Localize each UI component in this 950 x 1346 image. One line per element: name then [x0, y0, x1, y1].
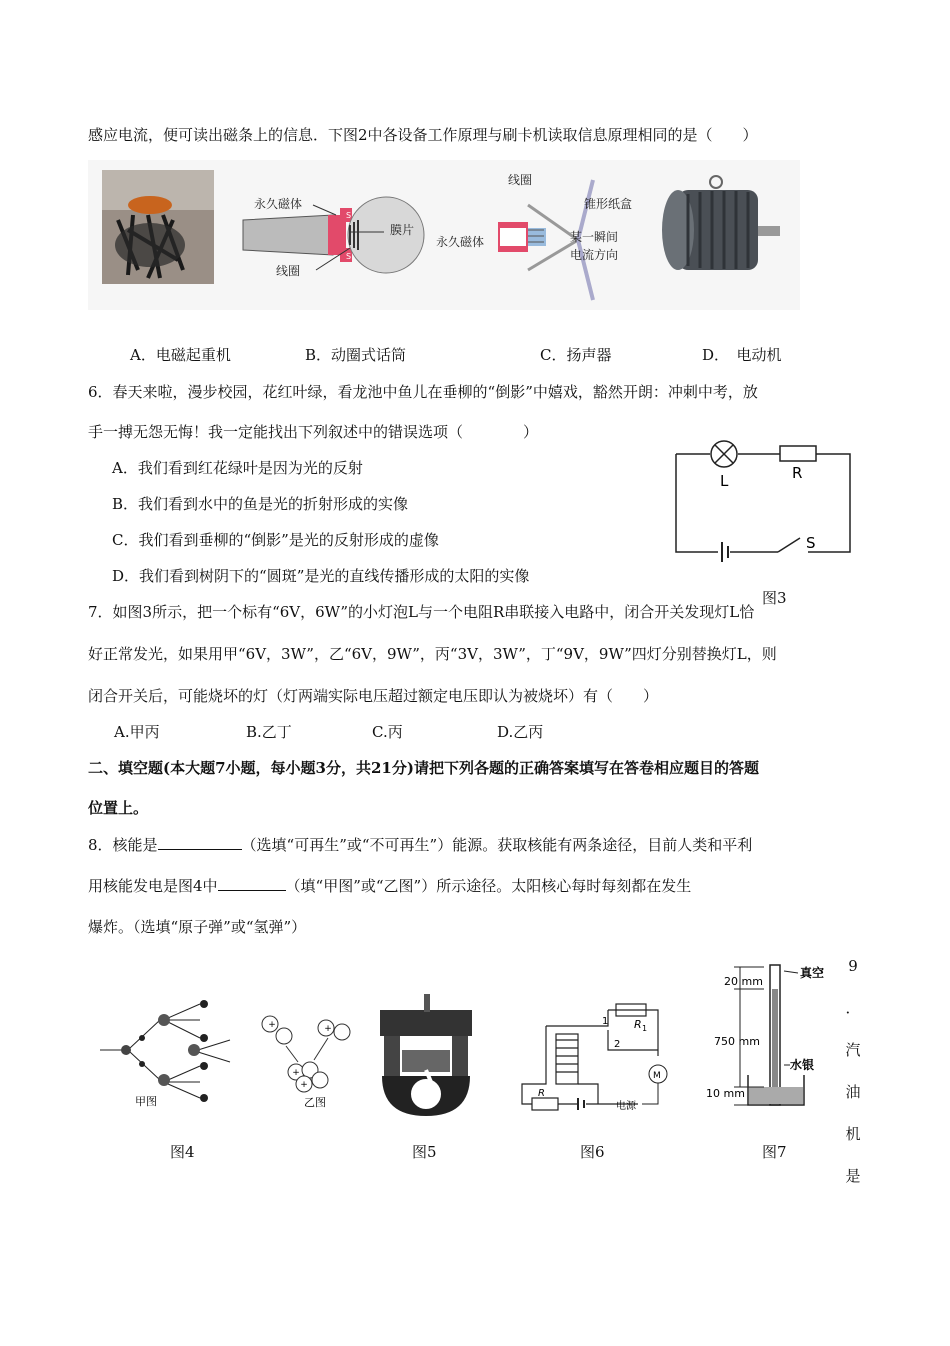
q8-blank-1[interactable] — [158, 835, 242, 850]
q8-line1-start: 8．核能是 — [88, 836, 158, 854]
figure-5-caption: 图5 — [412, 1143, 437, 1161]
figure-3-caption: 图3 — [762, 589, 787, 607]
svg-text:电流方向: 电流方向 — [570, 248, 619, 262]
svg-text:1: 1 — [602, 1016, 609, 1027]
q7-option-c: C.丙 — [372, 723, 403, 741]
q8-blank-2[interactable] — [218, 876, 286, 891]
svg-text:R: R — [634, 1018, 642, 1031]
q8-line3: 爆炸。（选填“原子弹”或“氢弹”） — [88, 918, 307, 936]
svg-text:锥形纸盒: 锥形纸盒 — [584, 197, 633, 211]
svg-text:R: R — [792, 464, 803, 482]
q8-line2-end: （填“甲图”或“乙图”）所示途径。太阳核心每时每刻都在发生 — [285, 877, 692, 895]
svg-text:750 mm: 750 mm — [714, 1035, 760, 1048]
q6-line1: 6．春天来啦，漫步校园，花红叶绿，看龙池中鱼儿在垂柳的“倒影”中嬉戏，豁然开朗：冲刺中考，放 — [88, 383, 758, 401]
figure-7-barometer — [704, 955, 844, 1120]
q6-option-c: C．我们看到垂柳的“倒影”是光的反射形成的虚像 — [112, 531, 439, 549]
svg-text:+: + — [268, 1020, 276, 1030]
figure-3-circuit — [668, 440, 858, 570]
svg-text:某一瞬间: 某一瞬间 — [570, 230, 619, 244]
q7-line3: 闭合开关后，可能烧坏的灯（灯两端实际电压超过额定电压即认为被烧坏）有（ ） — [88, 687, 659, 705]
svg-text:1: 1 — [642, 1024, 648, 1033]
section-2-heading-cont: 位置上。 — [88, 799, 149, 817]
svg-text:膜片: 膜片 — [390, 223, 415, 237]
resistor-icon — [780, 446, 816, 461]
q9-vertical-text: 9 ． 汽 油 机 是 — [845, 957, 861, 1185]
q7-option-d: D.乙丙 — [497, 723, 544, 741]
svg-text:真空: 真空 — [800, 966, 825, 980]
figure-6-caption: 图6 — [580, 1143, 605, 1161]
svg-text:+: + — [324, 1024, 332, 1034]
svg-text:10 mm: 10 mm — [706, 1087, 745, 1100]
q8-line2 — [88, 876, 691, 896]
svg-text:+: + — [292, 1068, 300, 1078]
svg-text:L: L — [720, 472, 729, 490]
figure-4-caption: 图4 — [170, 1143, 195, 1161]
svg-text:电源: 电源 — [616, 1101, 636, 1112]
q5-option-d: D． 电动机 — [702, 346, 782, 364]
svg-text:水银: 水银 — [790, 1058, 815, 1072]
svg-text:永久磁体: 永久磁体 — [254, 197, 303, 211]
svg-text:永久磁体: 永久磁体 — [436, 235, 485, 249]
q8-line1 — [88, 835, 752, 855]
q6-line2: 手一搏无怨无悔！我一定能找出下列叙述中的错误选项（ ） — [88, 423, 539, 441]
figure-7-caption: 图7 — [762, 1143, 787, 1161]
svg-text:S: S — [346, 252, 352, 261]
q5-intro: 感应电流，便可读出磁条上的信息．下图2中各设备工作原理与刷卡机读取信息原理相同的是（ ） — [88, 126, 758, 144]
figure-4-fusion — [258, 1010, 358, 1110]
svg-text:甲图: 甲图 — [135, 1095, 157, 1108]
svg-text:S: S — [346, 211, 352, 220]
svg-text:20 mm: 20 mm — [724, 975, 763, 988]
figure-6-relay — [518, 990, 678, 1115]
svg-text:线圈: 线圈 — [508, 173, 533, 187]
q7-line1: 7．如图3所示，把一个标有“6V，6W”的小灯泡L与一个电阻R串联接入电路中，闭合开关发现灯L恰 — [88, 603, 755, 621]
figure-2 — [88, 160, 800, 310]
section-2-heading: 二、填空题(本大题7小题，每小题3分，共21分)请把下列各题的正确答案填写在答卷相应题目的答题 — [88, 759, 759, 777]
q7-line2: 好正常发光，如果用甲“6V，3W”，乙“6V，9W”，丙“3V，3W”，丁“9V，9W”四灯分别替换灯L，则 — [88, 645, 777, 663]
q6-option-a: A．我们看到红花绿叶是因为光的反射 — [112, 459, 363, 477]
q5-option-c: C．扬声器 — [540, 346, 612, 364]
svg-text:R: R — [538, 1088, 545, 1099]
electromagnetic-crane-photo — [102, 170, 214, 284]
svg-text:2: 2 — [614, 1039, 621, 1050]
svg-text:M: M — [653, 1071, 661, 1081]
svg-text:乙图: 乙图 — [304, 1096, 326, 1109]
q5-option-a: A．电磁起重机 — [130, 346, 231, 364]
q5-option-b: B．动圈式话筒 — [305, 346, 407, 364]
q8-line2-start: 用核能发电是图4中 — [88, 877, 218, 895]
q7-option-a: A.甲丙 — [114, 723, 160, 741]
svg-text:S: S — [806, 534, 816, 552]
q6-option-b: B．我们看到水中的鱼是光的折射形成的实像 — [112, 495, 409, 513]
svg-text:+: + — [300, 1080, 308, 1090]
battery-icon — [722, 542, 728, 562]
figure-5-engine — [376, 990, 476, 1120]
q7-option-b: B.乙丁 — [246, 723, 292, 741]
q8-line1-end: （选填“可再生”或“不可再生”）能源。获取核能有两条途径，目前人类和平利 — [241, 836, 753, 854]
svg-text:线圈: 线圈 — [276, 264, 301, 278]
switch-icon — [778, 538, 800, 552]
figure-4 — [100, 990, 240, 1110]
q6-option-d: D．我们看到树阴下的“圆斑”是光的直线传播形成的太阳的实像 — [112, 567, 530, 585]
